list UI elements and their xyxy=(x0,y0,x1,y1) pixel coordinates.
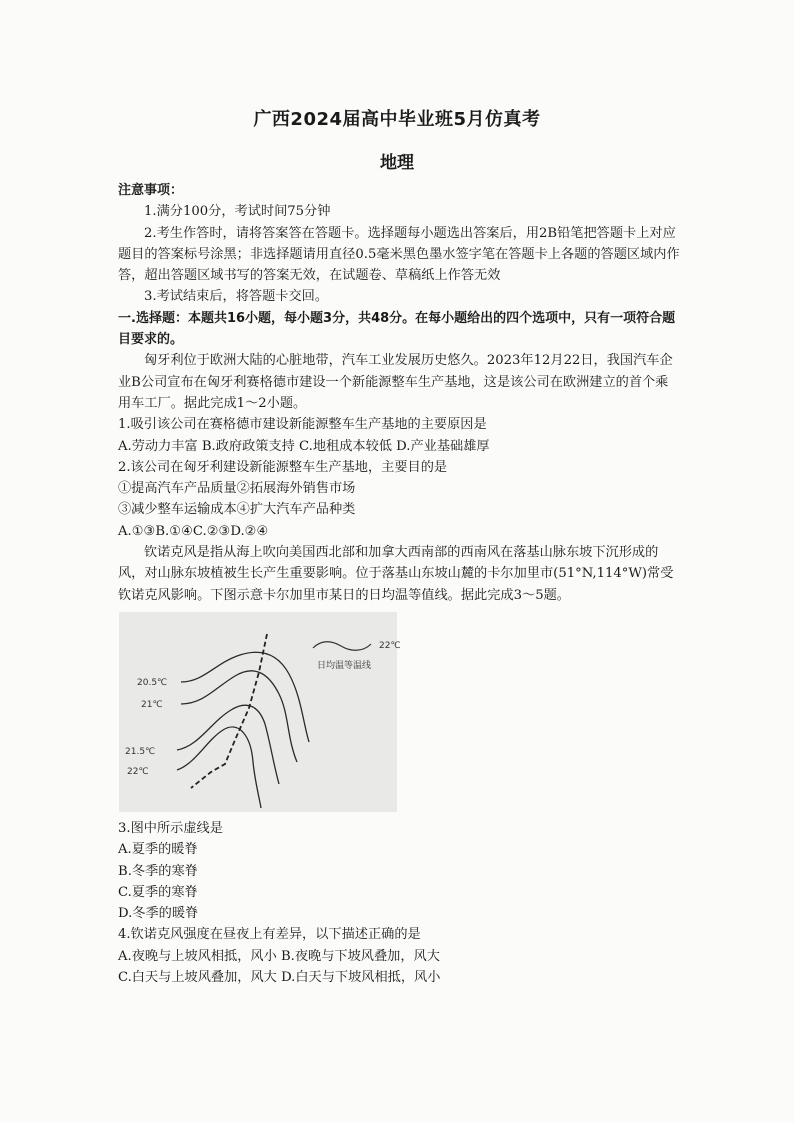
question-1-stem: 1.吸引该公司在赛格德市建设新能源整车生产基地的主要原因是 xyxy=(118,417,487,433)
question-2-stem: 2.该公司在匈牙利建设新能源整车生产基地，主要目的是 xyxy=(118,459,448,475)
notice-item-3: 3.考试结束后，将答题卡交回。 xyxy=(144,289,329,305)
question-4-stem: 4.钦诺克风强度在昼夜上有差异，以下描述正确的是 xyxy=(118,927,421,943)
isotherm-figure xyxy=(119,612,401,812)
passage-2: 钦诺克风是指从海上吹向美国西北部和加拿大西南部的西南风在落基山脉东坡下沉形成的风，对山脉东坡植被生长产生重要影响。位于落基山东坡山麓的卡尔加里市(51°N,114°W)常受钦诺克风影响。下图示意卡尔加里市某日的日均温等值线。据此完成3～5题。 xyxy=(118,545,674,603)
section-heading: 一.选择题：本题共16小题，每小题3分，共48分。在每小题给出的四个选项中，只有一项符合题目要求的。 xyxy=(118,310,676,348)
passage-1: 匈牙利位于欧洲大陆的心脏地带，汽车工业发展历史悠久。2023年12月22日，我国汽车企业B公司宣布在匈牙利赛格德市建设一个新能源整车生产基地，这是该公司在欧洲建立的首个乘用车工厂。据此完成1～2小题。 xyxy=(118,353,673,411)
question-1-options: A.劳动力丰富 B.政府政策支持 C.地租成本较低 D.产业基础雄厚 xyxy=(118,438,490,454)
label-22: 22℃ xyxy=(127,766,149,777)
question-3-stem: 3.图中所示虚线是 xyxy=(118,820,223,836)
label-20-5: 20.5℃ xyxy=(137,677,168,688)
notice-item-2: 2.考生作答时，请将答案答在答题卡。选择题每小题选出答案后，用2B铅笔把答题卡上对应题目的答案标号涂黑；非选择题请用直径0.5毫米黑色墨水签字笔在答题卡上各题的答题区域内作答，超出答题区域书写的答案无效，在试题卷、草稿纸上作答无效 xyxy=(118,225,680,284)
question-2-options: A.①③B.①④C.②③D.②④ xyxy=(118,523,269,539)
label-21-5: 21.5℃ xyxy=(125,746,156,757)
notice-heading: 注意事项： xyxy=(118,183,184,198)
label-21: 21℃ xyxy=(141,699,163,710)
subject-title: 地理 xyxy=(380,153,414,173)
exam-body xyxy=(118,180,680,988)
question-4-options-line-1: A.夜晚与上坡风相抵，风小 B.夜晚与下坡风叠加，风大 xyxy=(118,948,440,964)
question-3-option-c: C.夏季的寒脊 xyxy=(118,884,198,900)
question-2-line-2: ③减少整车运输成本④扩大汽车产品种类 xyxy=(118,502,356,518)
question-2-line-1: ①提高汽车产品质量②拓展海外销售市场 xyxy=(118,481,356,497)
page-title: 广西2024届高中毕业班5月仿真考 xyxy=(253,109,541,130)
question-3-option-d: D.冬季的暖脊 xyxy=(118,906,199,922)
legend-value: 22℃ xyxy=(379,640,401,651)
notice-item-1: 1.满分100分，考试时间75分钟 xyxy=(144,204,331,220)
question-3-option-a: A.夏季的暖脊 xyxy=(118,842,198,858)
question-4-options-line-2: C.白天与上坡风叠加，风大 D.白天与下坡风相抵，风小 xyxy=(118,970,441,986)
question-3-option-b: B.冬季的寒脊 xyxy=(118,863,198,879)
isotherm-map xyxy=(119,612,401,812)
legend-label: 日均温等温线 xyxy=(317,660,372,671)
